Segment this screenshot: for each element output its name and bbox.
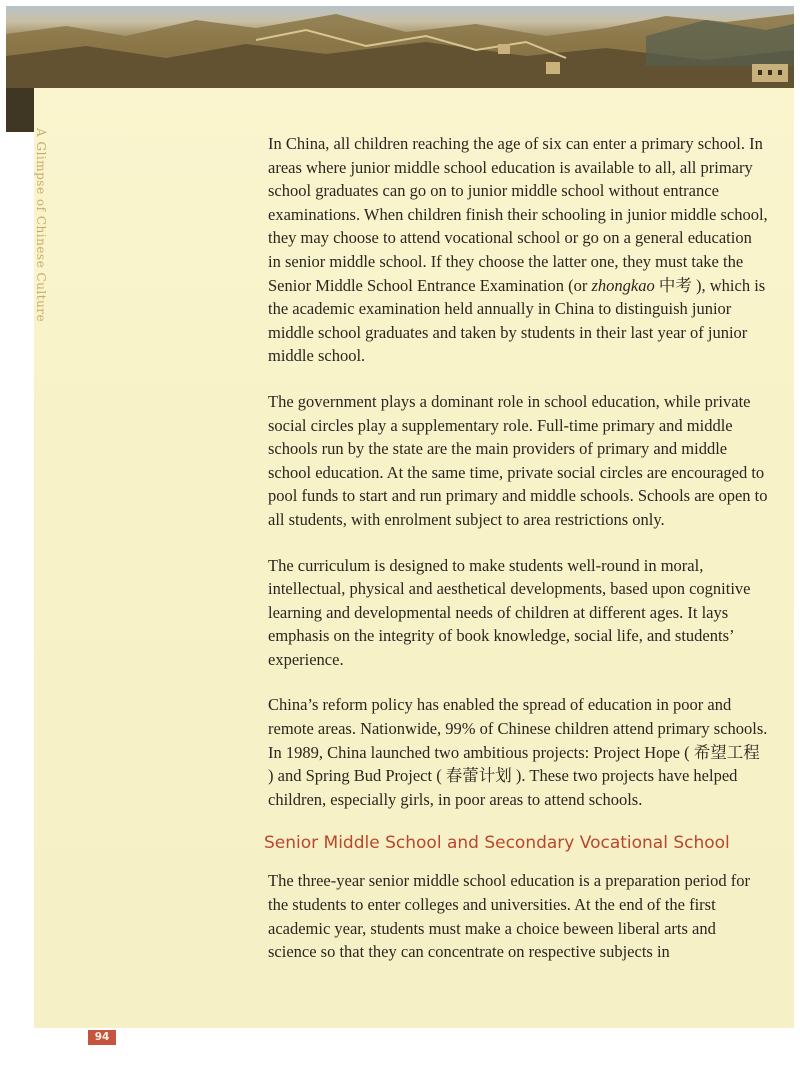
- paragraph-1-text-before: In China, all children reaching the age of six can enter a primary school. In areas where junior middle school education is available to all, all primary school graduates can go on to junior middle school without entrance examinations. When children finish their schooling in junior middle school, they may choose to attend vocational school or go on a general education in senior middle school. If they choose the latter one, they must take the Senior Middle School Entrance Examination (or: [268, 134, 768, 295]
- main-content: [264, 132, 768, 986]
- page-number-badge: 94: [88, 1030, 116, 1045]
- paragraph-senior-middle-school: The three-year senior middle school education is a preparation period for the students to enter colleges and universities. At the end of the first academic year, students must make a choice beween liberal arts and science so that they can concentrate on respective subjects in: [268, 871, 750, 962]
- paragraph-government-role: The government plays a dominant role in school education, while private social circles play a supplementary role. Full-time primary and middle schools run by the state are the main providers of primary and middle school education. At the same time, private social circles are encouraged to pool funds to start and run primary and middle schools. Schools are open to all students, with enrolment subject to area restrictions only.: [268, 391, 768, 529]
- paragraph-reform-policy: China’s reform policy has enabled the spread of education in poor and remote areas. Nationwide, 99% of Chinese children attend primary schools. In 1989, China launched two ambitious projects: Project Hope ( 希望工程 ) and Spring Bud Project ( 春蕾计划 ). These two projects have helped children, especially girls, in poor areas to attend schools.: [268, 695, 768, 809]
- paragraph-1-text-after: ), which is the academic examination held annually in China to distinguish junior middle school graduates and taken by students in their last year of junior middle school.: [268, 275, 766, 366]
- mountain-landscape-illustration: [6, 6, 794, 90]
- term-zhongkao-chinese: 中考: [654, 275, 697, 295]
- great-wall-banner-image: [6, 6, 794, 90]
- paragraph-primary-education: [268, 132, 768, 368]
- term-zhongkao: zhongkao: [591, 275, 655, 295]
- section-heading: Senior Middle School and Secondary Vocational School: [264, 833, 730, 854]
- running-side-title: A Glimpse of Chinese Culture: [34, 128, 48, 323]
- side-dark-strip: [6, 88, 34, 132]
- paragraph-curriculum: The curriculum is designed to make students well-round in moral, intellectual, physical and aesthetical developments, based upon cognitive learning and developmental needs of children at different ages. It lays emphasis on the integrity of book knowledge, social life, and students’ experience.: [268, 555, 751, 669]
